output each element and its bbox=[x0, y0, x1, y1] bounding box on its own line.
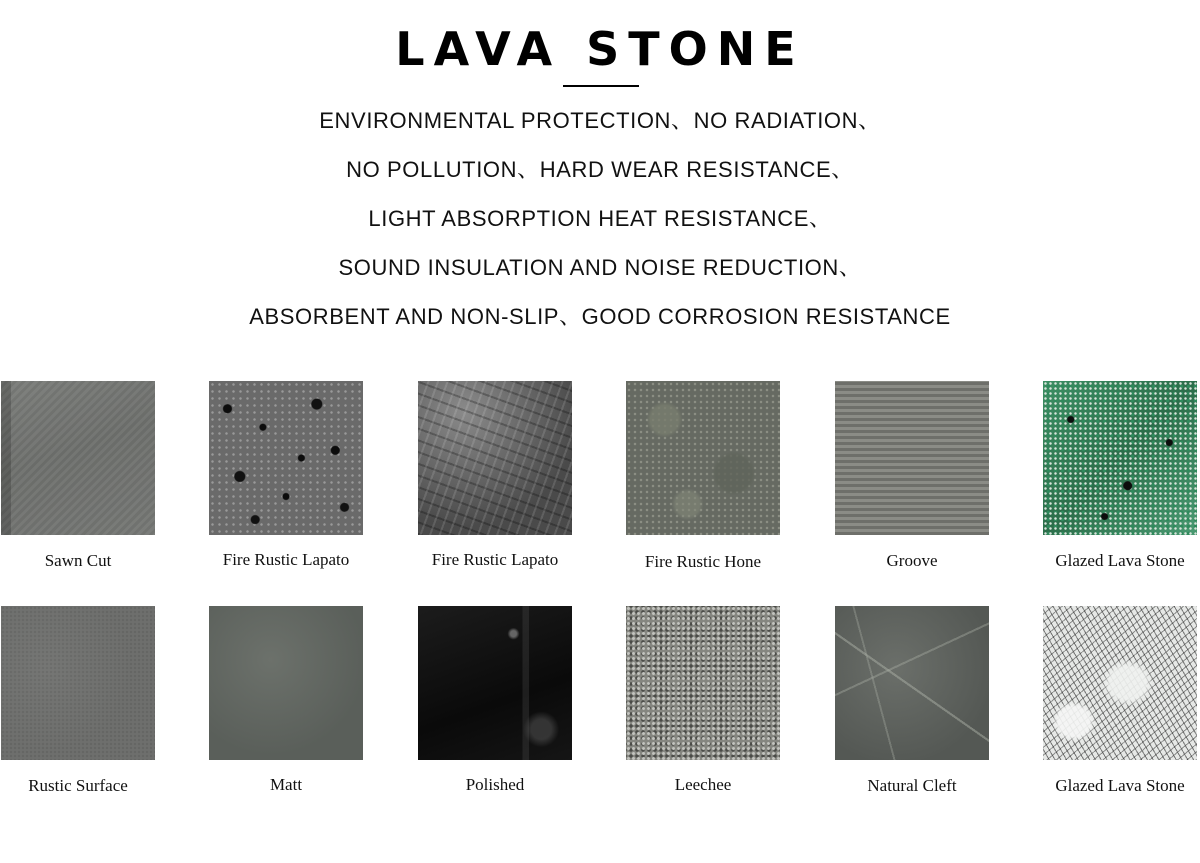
finish-card bbox=[835, 381, 995, 570]
finish-swatch bbox=[1043, 606, 1197, 760]
finish-label: Matt bbox=[269, 775, 303, 794]
finish-card bbox=[1, 381, 161, 570]
finish-card bbox=[1, 606, 161, 795]
finish-swatch bbox=[418, 381, 572, 535]
finish-swatch bbox=[418, 606, 572, 760]
finish-card bbox=[626, 381, 786, 571]
finish-label: Fire Rustic Lapato bbox=[431, 550, 559, 569]
finish-swatch bbox=[835, 381, 989, 535]
finish-label: Rustic Surface bbox=[28, 776, 128, 795]
finish-swatch bbox=[626, 381, 780, 535]
page-title: LAVA STONE bbox=[395, 22, 805, 76]
finish-swatch bbox=[1, 606, 155, 760]
finish-card bbox=[418, 381, 578, 569]
feature-list bbox=[0, 96, 1200, 341]
finish-label: Glazed Lava Stone bbox=[1055, 776, 1185, 795]
finish-label: Leechee bbox=[674, 775, 732, 794]
finish-label: Sawn Cut bbox=[44, 551, 112, 570]
finish-card bbox=[626, 606, 786, 794]
finish-swatch bbox=[1043, 381, 1197, 535]
finish-grid bbox=[0, 381, 1200, 821]
finish-card bbox=[1043, 606, 1200, 795]
finish-label: Polished bbox=[465, 775, 525, 794]
finish-swatch bbox=[209, 381, 363, 535]
finish-label: Groove bbox=[886, 551, 938, 570]
feature-line: ENVIRONMENTAL PROTECTION、NO RADIATION、 bbox=[319, 108, 881, 133]
finish-card bbox=[1043, 381, 1200, 570]
finish-card bbox=[418, 606, 578, 794]
finish-card bbox=[209, 381, 369, 569]
feature-line: SOUND INSULATION AND NOISE REDUCTION、 bbox=[338, 255, 862, 280]
finish-swatch bbox=[626, 606, 780, 760]
finish-swatch bbox=[1, 381, 155, 535]
finish-label: Fire Rustic Hone bbox=[644, 552, 762, 571]
finish-swatch bbox=[835, 606, 989, 760]
finish-swatch bbox=[209, 606, 363, 760]
feature-line: NO POLLUTION、HARD WEAR RESISTANCE、 bbox=[346, 157, 854, 182]
feature-line: LIGHT ABSORPTION HEAT RESISTANCE、 bbox=[368, 206, 832, 231]
finish-card bbox=[835, 606, 995, 795]
finish-label: Natural Cleft bbox=[867, 776, 957, 795]
finish-label: Glazed Lava Stone bbox=[1055, 551, 1185, 570]
feature-line: ABSORBENT AND NON-SLIP、GOOD CORROSION RESISTANCE bbox=[249, 304, 951, 329]
title-underline bbox=[563, 85, 639, 87]
finish-card bbox=[209, 606, 369, 794]
finish-label: Fire Rustic Lapato bbox=[222, 550, 350, 569]
